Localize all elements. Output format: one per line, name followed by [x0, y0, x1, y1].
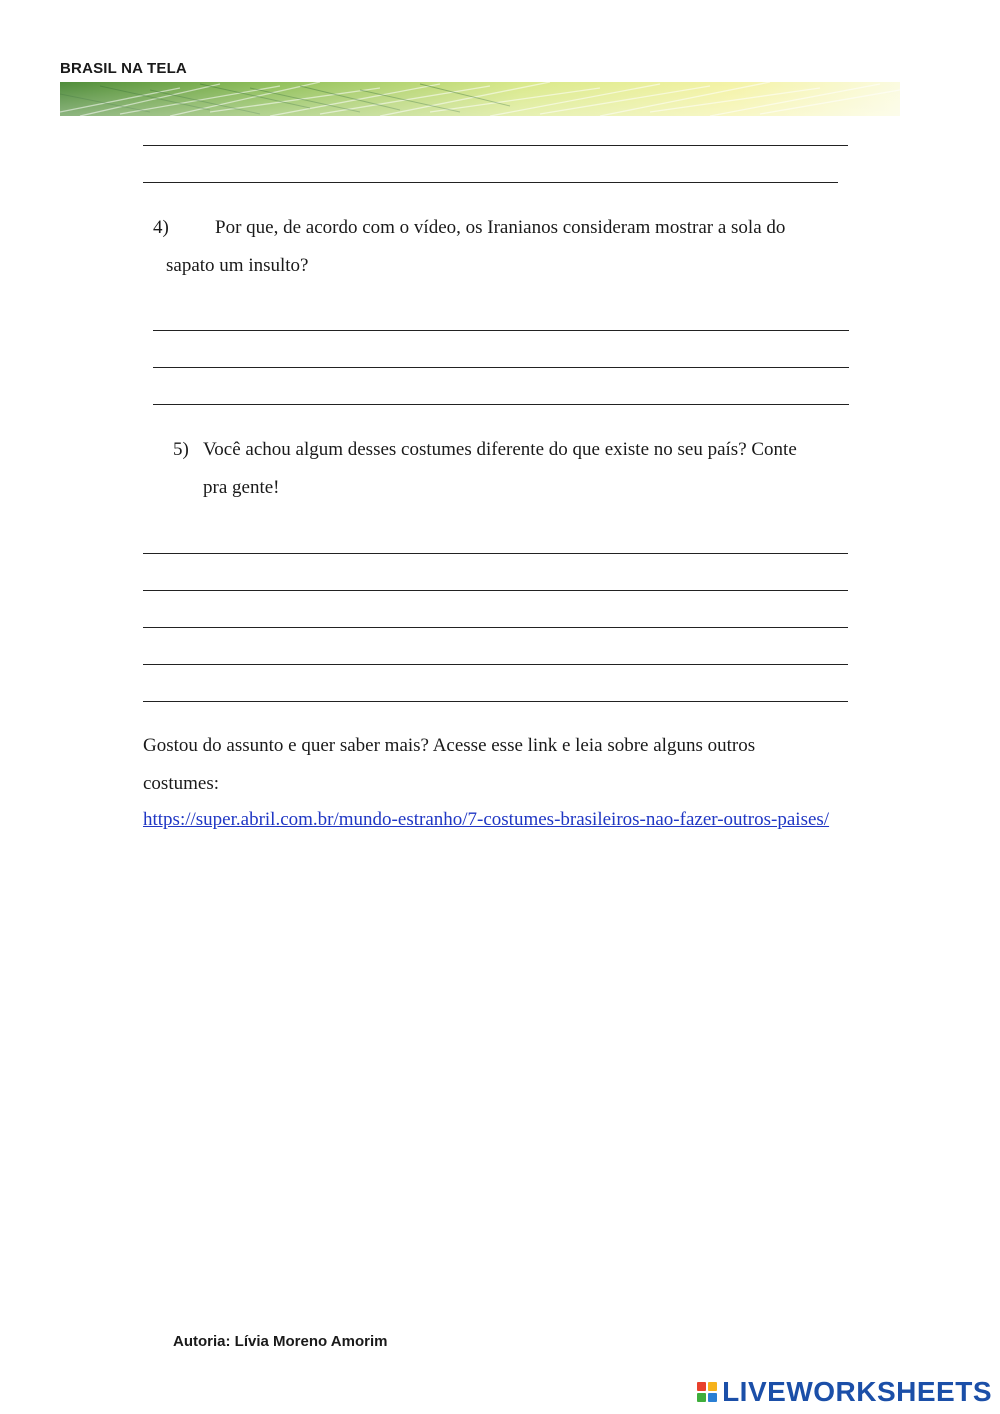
- author-credit: Autoria: Lívia Moreno Amorim: [173, 1333, 388, 1350]
- question-number: 4): [153, 217, 169, 238]
- answer-line[interactable]: [143, 664, 848, 665]
- header-title: BRASIL NA TELA: [60, 60, 187, 77]
- more-info-line: costumes:: [143, 773, 219, 794]
- answer-line[interactable]: [143, 182, 838, 183]
- more-info-paragraph: [143, 727, 853, 803]
- answer-line[interactable]: [143, 627, 848, 628]
- more-info-link[interactable]: https://super.abril.com.br/mundo-estranho/7-costumes-brasileiros-nao-fazer-outros-paises/: [143, 809, 830, 830]
- question-text-line: pra gente!: [203, 477, 280, 498]
- liveworksheets-brand-text: LIVEWORKSHEETS: [722, 1376, 992, 1407]
- question-number: 5): [173, 439, 189, 460]
- liveworksheets-logo[interactable]: [697, 1376, 992, 1408]
- answer-line[interactable]: [153, 330, 849, 331]
- question-4: [153, 209, 853, 285]
- liveworksheets-logo-icon: [697, 1382, 717, 1402]
- question-text-line: sapato um insulto?: [166, 255, 309, 276]
- answer-line[interactable]: [153, 404, 849, 405]
- answer-line[interactable]: [153, 367, 849, 368]
- answer-line[interactable]: [143, 553, 848, 554]
- more-info-line: Gostou do assunto e quer saber mais? Acesse esse link e leia sobre alguns outros: [143, 735, 756, 756]
- answer-line[interactable]: [143, 590, 848, 591]
- answer-line[interactable]: [143, 701, 848, 702]
- question-text-line: Por que, de acordo com o vídeo, os Iranianos consideram mostrar a sola do: [215, 217, 786, 238]
- answer-line[interactable]: [143, 145, 848, 146]
- question-5: [173, 431, 853, 507]
- header-banner: [60, 82, 900, 116]
- question-text-line: Você achou algum desses costumes diferente do que existe no seu país? Conte: [203, 439, 797, 460]
